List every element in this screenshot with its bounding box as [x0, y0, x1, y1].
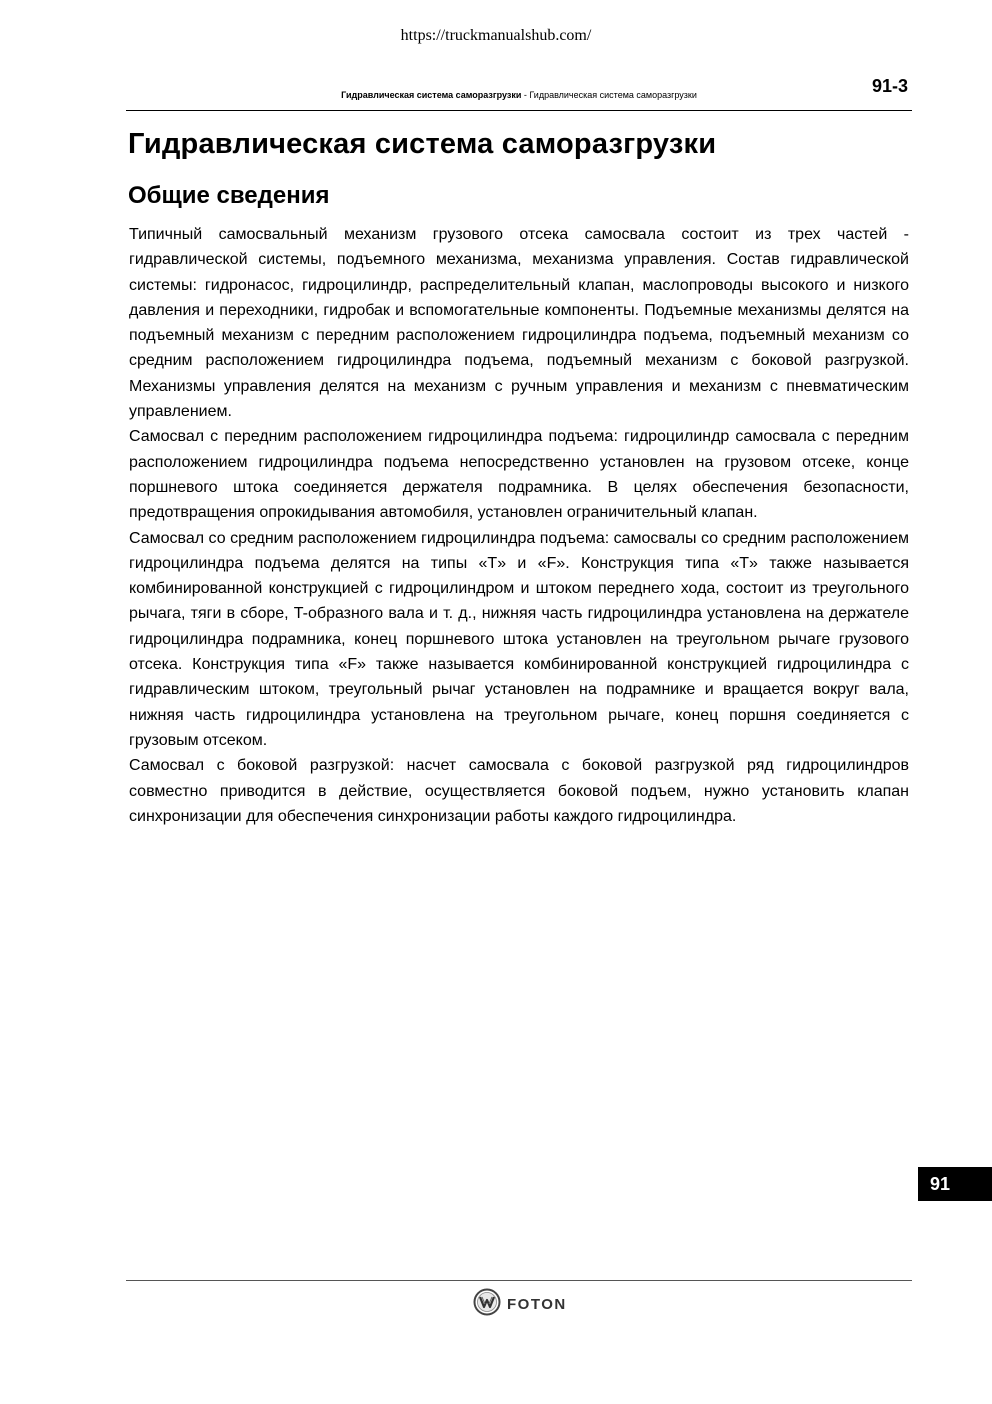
paragraph-overview: Типичный самосвальный механизм грузового отсека самосвала состоит из трех частей - гидравлической системы, подъемного механизма, механизма управления. Состав гидравлической системы: гидронасос, гидроцилиндр, распределительный клапан, маслопроводы высокого и низкого давления и переходники, гидробак и вспомогательные компоненты. Подъемные механизмы делятся на подъемный механизм с передним расположением гидроцилиндра подъема, подъемный механизм со средним расположением гидроцилиндра подъема, подъемный механизм с боковой разгрузкой. Механизмы управления делятся на механизм с ручным управления и механизм с пневматическим управлением. — [129, 226, 909, 421]
page-number: 91-3 — [871, 76, 908, 96]
paragraph-side-tipper: Самосвал с боковой разгрузкой: насчет самосвала с боковой разгрузкой ряд гидроцилиндров совместно приводится в действие, осуществляется боковой подъем, нужно установить клапан синхронизации для обеспечения синхронизации работы каждого гидроцилиндра. — [129, 757, 909, 825]
running-head-section: Гидравлическая система саморазгрузки — [341, 90, 522, 100]
source-url: https://truckmanualshub.com/ — [400, 27, 592, 44]
footer-divider — [126, 1280, 912, 1281]
body-text — [129, 222, 909, 829]
foton-logo — [473, 1289, 567, 1319]
chapter-tab: 91 — [918, 1167, 992, 1201]
running-head-subsection: Гидравлическая система саморазгрузки — [529, 90, 697, 100]
foton-logo-text: FOTON — [507, 1295, 567, 1313]
page-title: Гидравлическая система саморазгрузки — [128, 128, 717, 160]
foton-logo-icon — [473, 1288, 501, 1321]
section-heading: Общие сведения — [128, 182, 330, 209]
running-head-separator: - — [521, 90, 530, 100]
paragraph-front-cylinder: Самосвал с передним расположением гидроцилиндра подъема: гидроцилиндр самосвала с передним расположением гидроцилиндра подъема непосредственно установлен на грузовом отсеке, конце поршневого штока соединяется держателя подрамника. В целях обеспечения безопасности, предотвращения опрокидывания автомобиля, установлен ограничительный клапан. — [129, 428, 909, 522]
header-divider — [126, 110, 912, 111]
running-head — [126, 90, 912, 100]
paragraph-middle-cylinder: Самосвал со средним расположением гидроцилиндра подъема: самосвалы со средним расположением гидроцилиндра подъема делятся на типы «T» и «F». Конструкция типа «T» также называется комбинированной конструкцией с гидроцилиндром и штоком переднего хода, состоит из треугольного рычага, тяги в сборе, T-образного вала и т. д., нижняя часть гидроцилиндра установлена на держателе гидроцилиндра подрамника, конец поршневого штока установлен на треугольном рычаге грузового отсека. Конструкция типа «F» также называется комбинированной конструкцией гидроцилиндра с гидравлическим штоком, треугольный рычаг установлен на подрамнике и вращается вокруг вала, нижняя часть гидроцилиндра установлена на треугольном рычаге, конец поршня соединяется с грузовым отсеком. — [129, 529, 909, 749]
